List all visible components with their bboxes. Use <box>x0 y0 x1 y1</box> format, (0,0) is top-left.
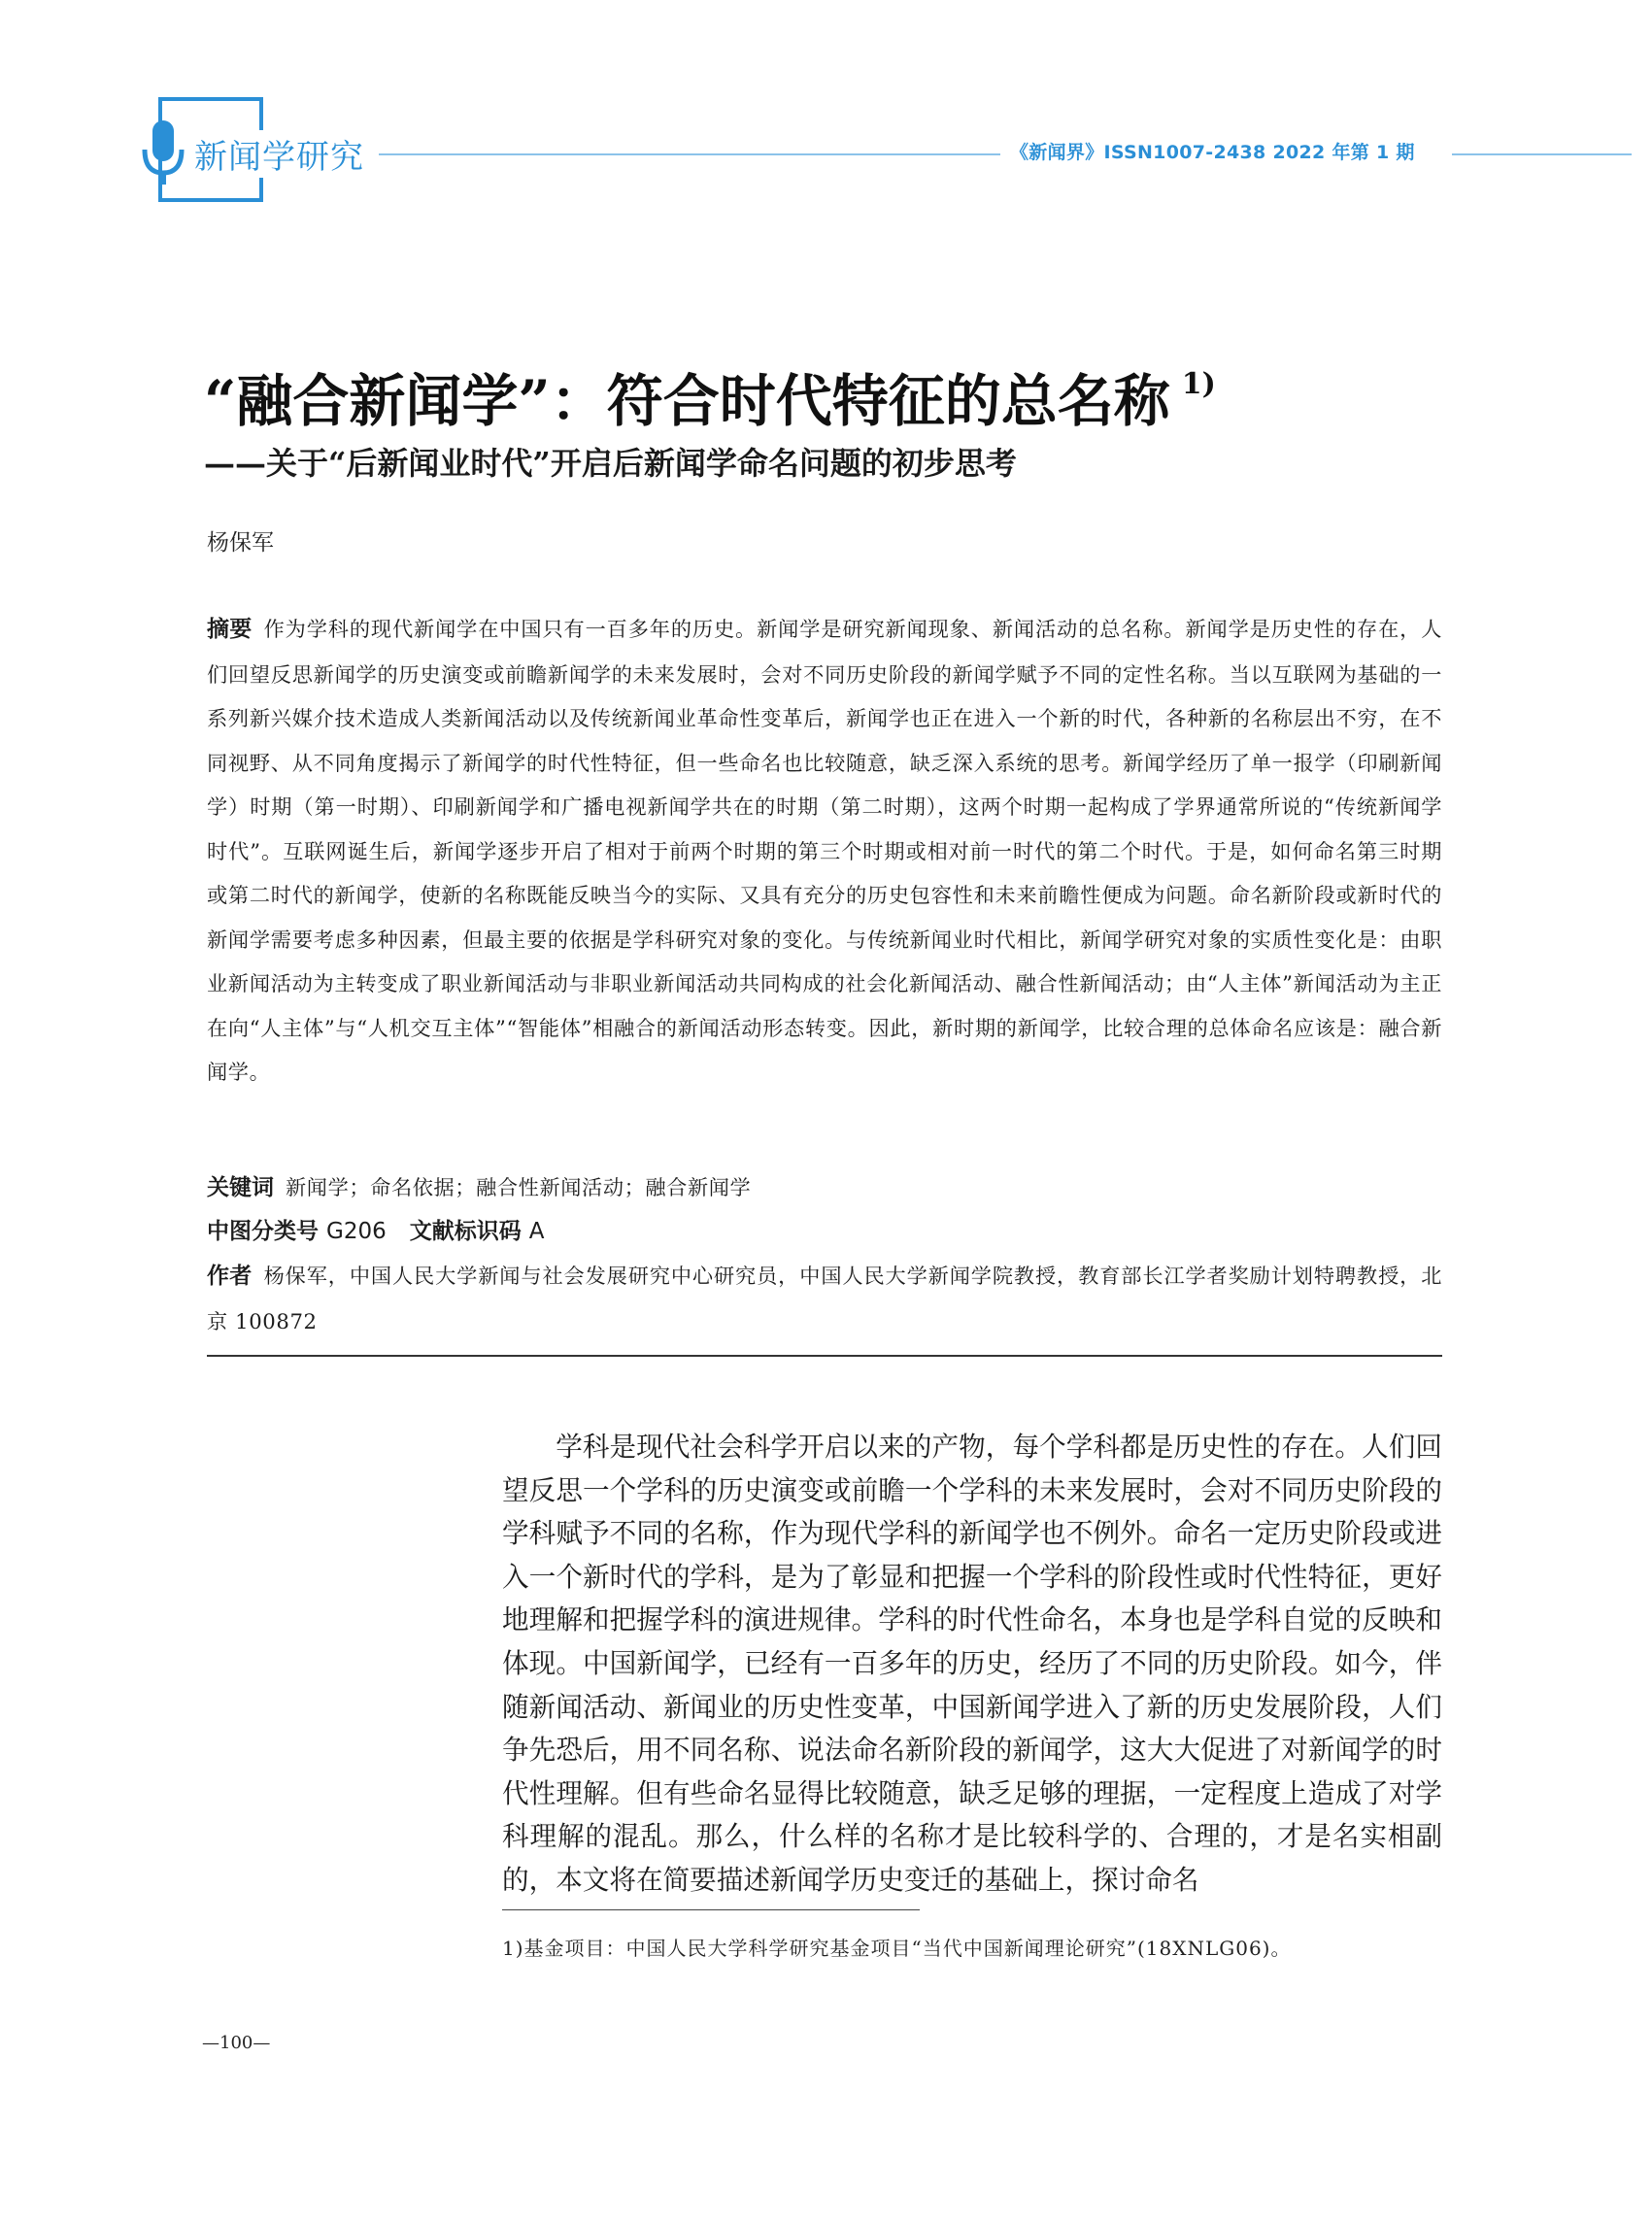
footnote: 1)基金项目：中国人民大学科学研究基金项目“当代中国新闻理论研究”(18XNLG06)。 <box>502 1937 1292 1960</box>
header-divider-left <box>379 153 1000 155</box>
footnote-divider <box>502 1909 920 1910</box>
article-subtitle: ——关于“后新闻业时代”开启后新闻学命名问题的初步思考 <box>204 445 1017 482</box>
doc-code-value: A <box>528 1219 545 1244</box>
clc-value: G206 <box>326 1219 387 1244</box>
author-info-label: 作者 <box>207 1264 253 1289</box>
article-author: 杨保军 <box>207 530 274 556</box>
clc-label: 中图分类号 <box>207 1219 319 1244</box>
abstract <box>207 607 1442 1095</box>
abstract-divider <box>207 1355 1442 1357</box>
classification-line <box>207 1210 1442 1255</box>
section-name: 新闻学研究 <box>194 130 370 178</box>
article-title-text: “融合新闻学”：符合时代特征的总名称 <box>204 368 1170 434</box>
keywords <box>207 1165 1442 1211</box>
abstract-label: 摘要 <box>207 617 253 642</box>
abstract-text: 作为学科的现代新闻学在中国只有一百多年的历史。新闻学是研究新闻现象、新闻活动的总名称。新闻学是历史性的存在，人们回望反思新闻学的历史演变或前瞻新闻学的未来发展时，会对不同历史阶段的新闻学赋予不同的定性名称。当以互联网为基础的一系列新兴媒介技术造成人类新闻活动以及传统新闻业革命性变革后，新闻学也正在进入一个新的时代，各种新的名称层出不穷，在不同视野、从不同角度揭示了新闻学的时代性特征，但一些命名也比较随意，缺乏深入系统的思考。新闻学经历了单一报学（印刷新闻学）时期（第一时期）、印刷新闻学和广播电视新闻学共在的时期（第二时期），这两个时期一起构成了学界通常所说的“传统新闻学时代”。互联网诞生后，新闻学逐步开启了相对于前两个时期的第三个时期或相对前一时代的第二个时代。于是，如何命名第三时期或第二时代的新闻学，使新的名称既能反映当今的实际、又具有充分的历史包容性和未来前瞻性便成为问题。命名新阶段或新时代的新闻学需要考虑多种因素，但最主要的依据是学科研究对象的变化。与传统新闻业时代相比，新闻学研究对象的实质性变化是：由职业新闻活动为主转变成了职业新闻活动与非职业新闻活动共同构成的社会化新闻活动、融合性新闻活动；由“人主体”新闻活动为主正在向“人主体”与“人机交互主体”“智能体”相融合的新闻活动形态转变。因此，新时期的新闻学，比较合理的总体命名应该是：融合新闻学。 <box>207 617 1442 1084</box>
keywords-text: 新闻学；命名依据；融合性新闻活动；融合新闻学 <box>286 1175 752 1199</box>
microphone-icon <box>141 117 199 194</box>
article-title <box>204 348 1467 438</box>
body-paragraph: 学科是现代社会科学开启以来的产物，每个学科都是历史性的存在。人们回望反思一个学科的历史演变或前瞻一个学科的未来发展时，会对不同历史阶段的学科赋予不同的名称，作为现代学科的新闻学也不例外。命名一定历史阶段或进入一个新时代的学科，是为了彰显和把握一个学科的阶段性或时代性特征，更好地理解和把握学科的演进规律。学科的时代性命名，本身也是学科自觉的反映和体现。中国新闻学，已经有一百多年的历史，经历了不同的历史阶段。如今，伴随新闻活动、新闻业的历史性变革，中国新闻学进入了新的历史发展阶段，人们争先恐后，用不同名称、说法命名新阶段的新闻学，这大大促进了对新闻学的时代性理解。但有些命名显得比较随意，缺乏足够的理据，一定程度上造成了对学科理解的混乱。那么，什么样的名称才是比较科学的、合理的，才是名实相副的，本文将在简要描述新闻学历史变迁的基础上，探讨命名 <box>502 1431 1442 1896</box>
keywords-label: 关键词 <box>207 1175 274 1200</box>
title-footnote-mark[interactable]: 1) <box>1181 367 1216 401</box>
author-info-text: 杨保军，中国人民大学新闻与社会发展研究中心研究员，中国人民大学新闻学院教授，教育部长江学者奖励计划特聘教授，北京 100872 <box>207 1264 1442 1333</box>
journal-info: 《新闻界》ISSN1007-2438 2022 年第 1 期 <box>1010 142 1415 163</box>
page-number: —100— <box>202 2033 271 2053</box>
author-info <box>207 1254 1442 1343</box>
header-divider-right <box>1452 153 1632 155</box>
doc-code-label: 文献标识码 <box>409 1219 522 1244</box>
